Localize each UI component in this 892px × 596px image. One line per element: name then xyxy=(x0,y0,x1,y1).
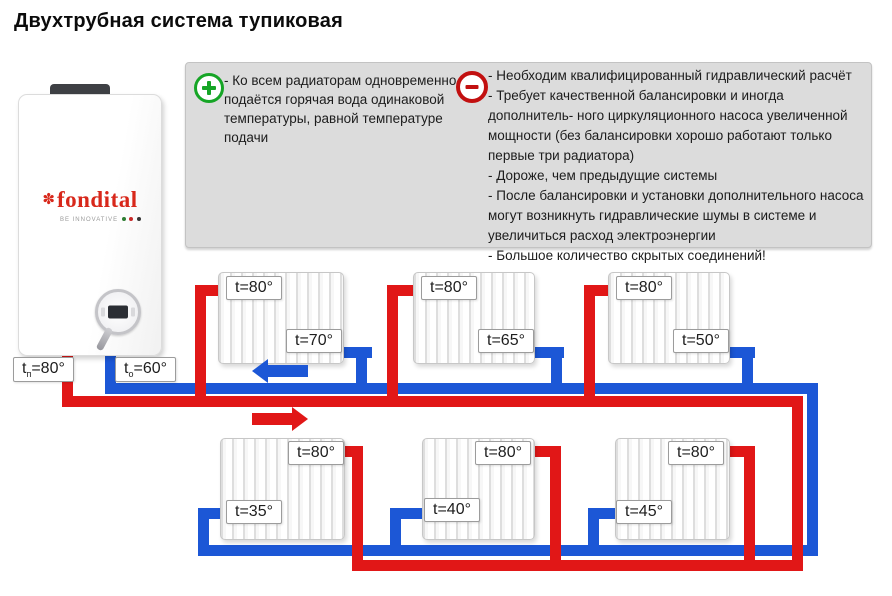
return-drop-bottom-2 xyxy=(390,508,401,556)
brand-dot-black xyxy=(137,217,141,221)
radiator-top-1-outlet-temp-label: t=70° xyxy=(286,329,342,353)
radiator-bottom-3-outlet-temp-label: t=45° xyxy=(616,500,672,524)
supply-riser-top-2 xyxy=(387,285,398,407)
return-main-pipe xyxy=(105,383,818,394)
supply-riser-bottom-2 xyxy=(550,446,561,571)
boiler-control-handle xyxy=(96,327,113,351)
boiler-brand-subtext: BE INNOVATIVE xyxy=(19,217,141,223)
boiler-return-temp-label: $t_о=60^\circ$ xyxy=(115,357,176,382)
return-bottom-pipe xyxy=(198,545,818,556)
cons-list xyxy=(488,66,866,266)
cons-item: - Необходим квалифицированный гидравлический расчёт xyxy=(488,68,852,83)
return-drop-top-2 xyxy=(551,347,562,394)
plus-circle-icon xyxy=(194,73,224,103)
page-title: Двухтрубная система тупиковая xyxy=(14,10,343,32)
radiator-bottom-1-inlet-temp-label: t=80° xyxy=(288,441,344,465)
radiator-top-3-outlet-temp-label: t=50° xyxy=(673,329,729,353)
return-flow-left-arrow-icon xyxy=(252,365,310,377)
supply-riser-bottom-1 xyxy=(352,446,363,571)
minus-circle-icon xyxy=(456,71,488,103)
brand-dot-green xyxy=(122,217,126,221)
pros-cons-panel xyxy=(185,62,872,263)
supply-riser-top-1 xyxy=(195,285,206,407)
brand-dot-red xyxy=(129,217,133,221)
cons-item: - Дороже, чем предыдущие системы xyxy=(488,168,718,183)
cons-item: - После балансировки и установки дополнительного насоса могут возникнуть гидравлические шумы в системе и увеличиться расход электроэнергии xyxy=(488,188,864,243)
radiator-top-2-outlet-temp-label: t=65° xyxy=(478,329,534,353)
boiler-brand xyxy=(19,187,161,213)
supply-riser-bottom-3 xyxy=(744,446,755,571)
boiler-control-display xyxy=(95,289,141,335)
supply-flow-right-arrow-icon xyxy=(252,413,310,425)
cons-item: - Требует качественной балансировки и иногда дополнитель- ного циркуляционного насоса увеличенной мощности (без балансировки хорошо работают только первые три радиатора) xyxy=(488,88,848,163)
return-drop-top-3 xyxy=(742,347,753,394)
pros-text: - Ко всем радиаторам одновременно подаётся горячая вода одинаковой температуры, равной температуре подачи xyxy=(224,73,457,145)
supply-pipe-right-drop xyxy=(792,396,803,571)
fondital-logo-text: fondital xyxy=(56,187,138,212)
fondital-flower-icon: ✽ xyxy=(42,191,55,208)
radiator-top-3-inlet-temp-label: t=80° xyxy=(616,276,672,300)
radiator-bottom-2-outlet-temp-label: t=40° xyxy=(424,498,480,522)
supply-main-pipe xyxy=(62,396,803,407)
supply-riser-top-3 xyxy=(584,285,595,407)
cons-item: - Большое количество скрытых соединений! xyxy=(488,248,766,263)
return-drop-bottom-1 xyxy=(198,508,209,556)
radiator-bottom-2-inlet-temp-label: t=80° xyxy=(475,441,531,465)
return-drop-bottom-3 xyxy=(588,508,599,556)
radiator-top-1-inlet-temp-label: t=80° xyxy=(226,276,282,300)
radiator-bottom-1-outlet-temp-label: t=35° xyxy=(226,500,282,524)
radiator-bottom-3-inlet-temp-label: t=80° xyxy=(668,441,724,465)
return-pipe-right-drop xyxy=(807,383,818,556)
supply-bottom-pipe xyxy=(352,560,803,571)
boiler xyxy=(18,94,162,356)
boiler-supply-temp-label: $t_п=80^\circ$ xyxy=(13,357,74,382)
radiator-top-2-inlet-temp-label: t=80° xyxy=(421,276,477,300)
return-drop-top-1 xyxy=(356,347,367,394)
